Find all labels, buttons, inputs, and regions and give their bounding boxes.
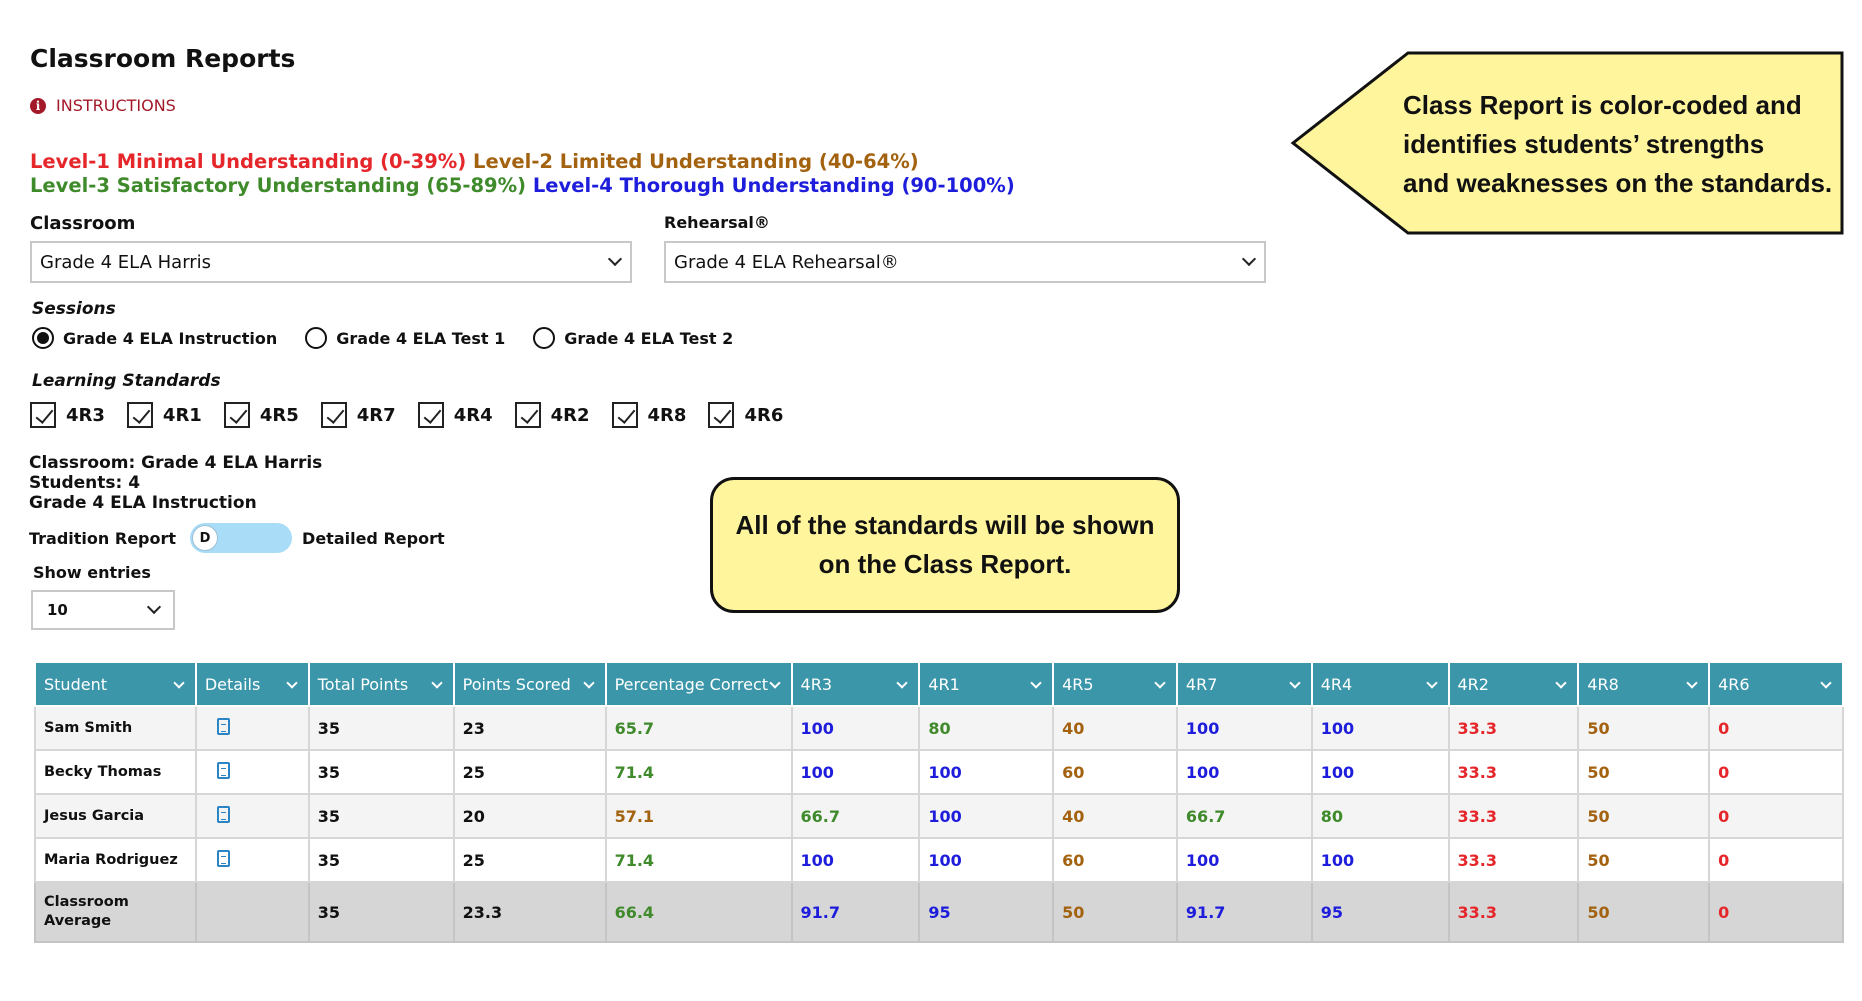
checkmark-icon	[515, 402, 541, 428]
checkmark-icon	[418, 402, 444, 428]
score-cell: 100	[1177, 706, 1312, 750]
score-cell: 71.4	[606, 838, 792, 882]
sessions-radio-group	[32, 327, 761, 349]
checkmark-icon	[708, 402, 734, 428]
standard-checkbox-4r7[interactable]	[321, 402, 396, 428]
column-header-percentage-correct[interactable]	[606, 662, 792, 706]
callout-top-line-1: Class Report is color-coded and	[1403, 90, 1802, 120]
standard-checkbox-4r8[interactable]	[612, 402, 687, 428]
score-cell: 40	[1053, 706, 1177, 750]
average-label-line-2: Average	[44, 913, 112, 929]
classroom-select[interactable]	[30, 241, 632, 283]
toggle-left-label: Tradition Report	[29, 528, 177, 548]
instructions-label: INSTRUCTIONS	[56, 96, 176, 115]
column-header-4r1[interactable]	[919, 662, 1053, 706]
column-header-label: 4R3	[800, 674, 832, 694]
callout-top-line-3: and weaknesses on the standards.	[1403, 168, 1833, 198]
radio-circle	[32, 327, 54, 349]
column-header-4r7[interactable]	[1177, 662, 1312, 706]
standard-checkbox-label: 4R1	[162, 404, 202, 426]
sessions-label: Sessions	[32, 299, 116, 319]
checkmark-icon	[321, 402, 347, 428]
standard-checkbox-4r1[interactable]	[127, 402, 202, 428]
column-header-label: 4R6	[1718, 674, 1750, 694]
sort-chevron-icon	[1030, 677, 1041, 688]
average-score-cell: 66.4	[606, 882, 792, 942]
average-score-cell: 91.7	[792, 882, 920, 942]
standard-checkbox-4r4[interactable]	[418, 402, 493, 428]
toggle-knob: D	[192, 525, 218, 551]
sort-chevron-icon	[1686, 677, 1697, 688]
show-entries-value: 10	[47, 601, 68, 619]
sort-chevron-icon	[1556, 677, 1567, 688]
chevron-down-icon	[608, 252, 622, 266]
score-cell: 60	[1053, 750, 1177, 794]
score-cell: 60	[1053, 838, 1177, 882]
sort-chevron-icon	[583, 677, 594, 688]
summary-session: Grade 4 ELA Instruction	[29, 493, 257, 513]
report-summary	[29, 453, 322, 513]
column-header-label: 4R4	[1320, 674, 1353, 694]
column-header-4r8[interactable]	[1578, 662, 1709, 706]
callout-bottom-line-2: on the Class Report.	[818, 549, 1072, 579]
legend-row-1	[30, 150, 1015, 174]
standard-checkbox-label: 4R7	[356, 404, 396, 426]
column-header-label: 4R8	[1587, 674, 1619, 694]
score-cell: 65.7	[606, 706, 792, 750]
average-score-cell: 50	[1578, 882, 1709, 942]
toggle-right-label: Detailed Report	[302, 528, 445, 548]
score-cell: 0	[1709, 750, 1843, 794]
legend-row-2	[30, 174, 1015, 198]
column-header-4r6[interactable]	[1709, 662, 1843, 706]
column-header-label: 4R1	[928, 674, 960, 694]
average-score-cell: 0	[1709, 882, 1843, 942]
classroom-select-value: Grade 4 ELA Harris	[40, 251, 212, 273]
table-row	[35, 838, 1843, 882]
score-cell: 0	[1709, 838, 1843, 882]
student-name: Jesus Garcia	[35, 794, 196, 838]
score-cell: 40	[1053, 794, 1177, 838]
standards-checkbox-group	[30, 402, 805, 428]
sort-chevron-icon	[769, 677, 780, 688]
radio-circle	[305, 327, 327, 349]
student-name: Maria Rodriguez	[35, 838, 196, 882]
column-header-label: Total Points	[317, 674, 409, 694]
session-radio-2[interactable]	[305, 327, 505, 349]
sort-chevron-icon	[1154, 677, 1165, 688]
class-report-table	[34, 661, 1844, 943]
average-label-line-1: Classroom	[44, 894, 129, 910]
details-cell	[196, 706, 309, 750]
column-header-label: 4R5	[1062, 674, 1094, 694]
score-cell: 57.1	[606, 794, 792, 838]
rehearsal-select[interactable]	[664, 241, 1266, 283]
column-header-label: Percentage Correct	[614, 674, 769, 694]
score-cell: 100	[792, 706, 920, 750]
report-type-toggle-row	[29, 523, 445, 553]
score-cell: 33.3	[1449, 706, 1579, 750]
score-cell: 50	[1578, 838, 1709, 882]
session-radio-label: Grade 4 ELA Test 1	[336, 328, 506, 348]
checkmark-icon	[612, 402, 638, 428]
chevron-down-icon	[147, 600, 161, 614]
column-header-label: Points Scored	[462, 674, 571, 694]
rehearsal-label: Rehearsal®	[664, 213, 770, 232]
column-header-student[interactable]	[35, 662, 196, 706]
score-cell: 100	[919, 838, 1053, 882]
points-scored: 23	[454, 706, 606, 750]
session-radio-3[interactable]	[533, 327, 733, 349]
score-cell: 100	[919, 750, 1053, 794]
checkmark-icon	[30, 402, 56, 428]
sort-chevron-icon	[1820, 677, 1831, 688]
page-title: Classroom Reports	[30, 44, 296, 73]
total-points: 35	[309, 838, 454, 882]
points-scored: 20	[454, 794, 606, 838]
standard-checkbox-4r6[interactable]	[708, 402, 783, 428]
standard-checkbox-4r2[interactable]	[515, 402, 590, 428]
average-score-cell: 50	[1053, 882, 1177, 942]
info-icon: i	[30, 98, 46, 114]
total-points: 35	[309, 794, 454, 838]
column-header-points-scored[interactable]	[454, 662, 606, 706]
rehearsal-select-value: Grade 4 ELA Rehearsal®	[674, 251, 899, 273]
average-score-cell: 95	[1312, 882, 1449, 942]
score-cell: 0	[1709, 794, 1843, 838]
report-type-toggle[interactable]	[190, 523, 292, 553]
table-header-row	[35, 662, 1843, 706]
score-cell: 80	[1312, 794, 1449, 838]
score-cell: 33.3	[1449, 838, 1579, 882]
details-cell	[196, 750, 309, 794]
points-scored: 25	[454, 838, 606, 882]
standard-checkbox-4r5[interactable]	[224, 402, 299, 428]
show-entries-select[interactable]	[31, 590, 175, 630]
session-radio-1[interactable]	[32, 327, 277, 349]
score-cell: 50	[1578, 794, 1709, 838]
radio-circle	[533, 327, 555, 349]
column-header-total-points[interactable]	[309, 662, 454, 706]
standard-checkbox-label: 4R3	[66, 404, 105, 426]
details-cell	[196, 838, 309, 882]
points-scored: 23.3	[454, 882, 606, 942]
score-cell: 100	[792, 838, 920, 882]
summary-classroom: Classroom: Grade 4 ELA Harris	[29, 453, 323, 473]
column-header-label: Student	[44, 674, 107, 694]
callout-standards-note	[710, 477, 1180, 613]
standard-checkbox-label: 4R4	[453, 404, 493, 426]
standard-checkbox-label: 4R6	[744, 404, 784, 426]
score-cell: 50	[1578, 706, 1709, 750]
score-cell: 71.4	[606, 750, 792, 794]
sort-chevron-icon	[173, 677, 184, 688]
table-row	[35, 706, 1843, 750]
legend-level-4: Level-4 Thorough Understanding (90-100%)	[532, 174, 1015, 197]
total-points: 35	[309, 882, 454, 942]
column-header-4r4[interactable]	[1312, 662, 1449, 706]
student-name: Sam Smith	[35, 706, 196, 750]
show-entries-label: Show entries	[33, 563, 151, 582]
sort-chevron-icon	[431, 677, 442, 688]
document-icon[interactable]	[217, 850, 230, 867]
score-cell: 0	[1709, 706, 1843, 750]
column-header-4r2[interactable]	[1449, 662, 1579, 706]
details-cell	[196, 794, 309, 838]
score-cell: 50	[1578, 750, 1709, 794]
callout-color-coded-note	[1403, 86, 1833, 203]
score-cell: 100	[1312, 706, 1449, 750]
instructions-link[interactable]	[30, 96, 176, 115]
level-legend	[30, 150, 1015, 198]
checkmark-icon	[127, 402, 153, 428]
legend-level-2: Level-2 Limited Understanding (40-64%)	[473, 150, 919, 173]
column-header-label: Details	[204, 674, 261, 694]
document-icon[interactable]	[217, 718, 230, 735]
standard-checkbox-label: 4R8	[647, 404, 687, 426]
total-points: 35	[309, 706, 454, 750]
standard-checkbox-label: 4R2	[550, 404, 590, 426]
average-score-cell: 95	[919, 882, 1053, 942]
summary-students: Students: 4	[29, 473, 141, 493]
column-header-4r3[interactable]	[792, 662, 920, 706]
score-cell: 33.3	[1449, 794, 1579, 838]
average-score-cell: 33.3	[1449, 882, 1579, 942]
standard-checkbox-label: 4R5	[259, 404, 299, 426]
table-body	[35, 706, 1843, 942]
sort-chevron-icon	[897, 677, 908, 688]
session-radio-label: Grade 4 ELA Test 2	[564, 328, 734, 348]
legend-level-3: Level-3 Satisfactory Understanding (65-89%)	[30, 174, 527, 197]
classroom-label: Classroom	[30, 213, 136, 234]
callout-bottom-line-1: All of the standards will be shown	[735, 510, 1155, 540]
sort-chevron-icon	[1426, 677, 1437, 688]
classroom-average-row	[35, 882, 1843, 942]
standard-checkbox-4r3[interactable]	[30, 402, 105, 428]
table-row	[35, 750, 1843, 794]
average-score-cell: 91.7	[1177, 882, 1312, 942]
legend-level-1: Level-1 Minimal Understanding (0-39%)	[30, 150, 467, 173]
session-radio-label: Grade 4 ELA Instruction	[63, 328, 278, 348]
student-name: Becky Thomas	[35, 750, 196, 794]
column-header-4r5[interactable]	[1053, 662, 1177, 706]
column-header-label: 4R2	[1457, 674, 1489, 694]
score-cell: 100	[1312, 750, 1449, 794]
score-cell: 100	[1177, 750, 1312, 794]
total-points: 35	[309, 750, 454, 794]
score-cell: 100	[919, 794, 1053, 838]
table-row	[35, 794, 1843, 838]
score-cell: 66.7	[1177, 794, 1312, 838]
checkmark-icon	[224, 402, 250, 428]
average-label	[35, 882, 196, 942]
score-cell: 100	[1312, 838, 1449, 882]
score-cell: 100	[792, 750, 920, 794]
document-icon[interactable]	[217, 806, 230, 823]
sort-chevron-icon	[286, 677, 297, 688]
column-header-label: 4R7	[1185, 674, 1218, 694]
score-cell: 33.3	[1449, 750, 1579, 794]
chevron-down-icon	[1242, 252, 1256, 266]
column-header-details[interactable]	[196, 662, 309, 706]
callout-top-line-2: identifies students’ strengths	[1403, 129, 1765, 159]
score-cell: 100	[1177, 838, 1312, 882]
score-cell: 80	[919, 706, 1053, 750]
score-cell: 66.7	[792, 794, 920, 838]
learning-standards-label: Learning Standards	[32, 371, 221, 391]
details-cell	[196, 882, 309, 942]
document-icon[interactable]	[217, 762, 230, 779]
sort-chevron-icon	[1289, 677, 1300, 688]
points-scored: 25	[454, 750, 606, 794]
